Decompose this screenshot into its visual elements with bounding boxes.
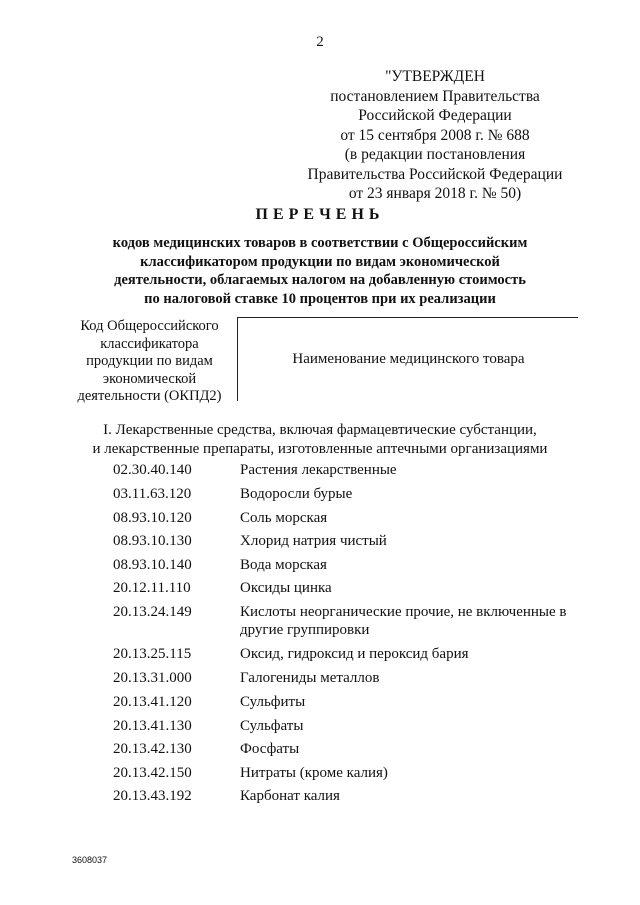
list-item	[0, 509, 640, 533]
product-code: 08.93.10.130	[113, 533, 192, 549]
approval-line: от 23 января 2018 г. № 50)	[348, 185, 522, 202]
approval-line: Правительства Российской Федерации	[307, 165, 563, 183]
product-code: 20.13.41.130	[113, 717, 192, 734]
product-code: 20.13.31.000	[113, 670, 192, 686]
product-name: Галогениды металлов	[240, 670, 380, 686]
document-subtitle	[70, 234, 570, 308]
product-name: Карбонат калия	[240, 788, 340, 804]
approval-line: "УТВЕРЖДЕН	[385, 68, 485, 85]
product-name: Кислоты неорганические прочие, не включенные в другие группировки	[240, 604, 567, 638]
product-name: Нитраты (кроме калия)	[240, 764, 388, 781]
list-item	[0, 579, 640, 603]
approval-block	[300, 67, 570, 204]
list-item	[0, 693, 640, 717]
product-code: 03.11.63.120	[113, 486, 192, 502]
page-number: 2	[316, 34, 324, 50]
list-item	[0, 532, 640, 556]
subtitle-line: кодов медицинских товаров в соответствии с Общероссийским	[112, 235, 528, 251]
header-code-line: Код Общероссийского	[80, 318, 219, 334]
subtitle-line: деятельности, облагаемых налогом на добавленную стоимость	[114, 272, 526, 288]
approval-line: Российской Федерации	[358, 107, 512, 124]
header-code-line: деятельности (ОКПД2)	[77, 388, 222, 404]
list-item	[0, 764, 640, 788]
list-item	[0, 603, 640, 645]
product-name: Сульфаты	[240, 717, 304, 734]
table-header	[62, 317, 578, 404]
product-name: Вода морская	[240, 556, 327, 573]
product-name: Хлорид натрия чистый	[240, 533, 387, 549]
list-item	[0, 461, 640, 485]
section-title-line: I. Лекарственные средства, включая фармацевтические субстанции,	[103, 422, 537, 438]
list-item	[0, 556, 640, 580]
approval-line: от 15 сентября 2008 г. № 688	[340, 126, 530, 144]
product-name: Растения лекарственные	[240, 462, 397, 478]
product-code: 20.13.41.120	[113, 694, 192, 710]
product-name: Оксиды цинка	[240, 580, 332, 596]
product-code: 20.13.42.150	[113, 764, 192, 781]
list-item	[0, 669, 640, 693]
product-list	[0, 461, 640, 811]
header-name-column	[239, 317, 578, 401]
header-code-column	[62, 317, 238, 404]
list-item	[0, 645, 640, 669]
product-code: 20.13.42.130	[113, 741, 192, 757]
product-name: Фосфаты	[240, 741, 300, 757]
approval-line: постановлением Правительства	[330, 87, 540, 105]
product-name: Соль морская	[240, 509, 328, 526]
document-title: ПЕРЕЧЕНЬ	[255, 206, 385, 223]
header-name-label: Наименование медицинского товара	[292, 350, 525, 367]
subtitle-line: по налоговой ставке 10 процентов при их реализации	[144, 290, 496, 307]
header-code-line: экономической	[102, 370, 197, 387]
product-code: 08.93.10.120	[113, 509, 192, 526]
product-name: Оксид, гидроксид и пероксид бария	[240, 646, 469, 662]
list-item	[0, 740, 640, 764]
subtitle-line: классификатором продукции по видам экономической	[140, 253, 500, 270]
product-code: 20.12.11.110	[113, 580, 191, 596]
header-code-line: классификатора	[100, 335, 199, 352]
list-item	[0, 787, 640, 811]
document-id: 3608037	[72, 855, 108, 865]
product-name: Сульфиты	[240, 694, 306, 710]
product-code: 20.13.25.115	[113, 646, 192, 662]
product-code: 20.13.43.192	[113, 788, 192, 804]
section-title-line: и лекарственные препараты, изготовленные аптечными организациями	[92, 441, 548, 457]
list-item	[0, 485, 640, 509]
product-code: 08.93.10.140	[113, 556, 192, 573]
product-name: Водоросли бурые	[240, 486, 353, 502]
list-item	[0, 717, 640, 741]
section-title	[60, 421, 580, 459]
approval-line: (в редакции постановления	[344, 146, 526, 163]
product-code: 02.30.40.140	[113, 462, 192, 478]
header-code-line: продукции по видам	[86, 353, 213, 369]
product-code: 20.13.24.149	[113, 604, 192, 620]
